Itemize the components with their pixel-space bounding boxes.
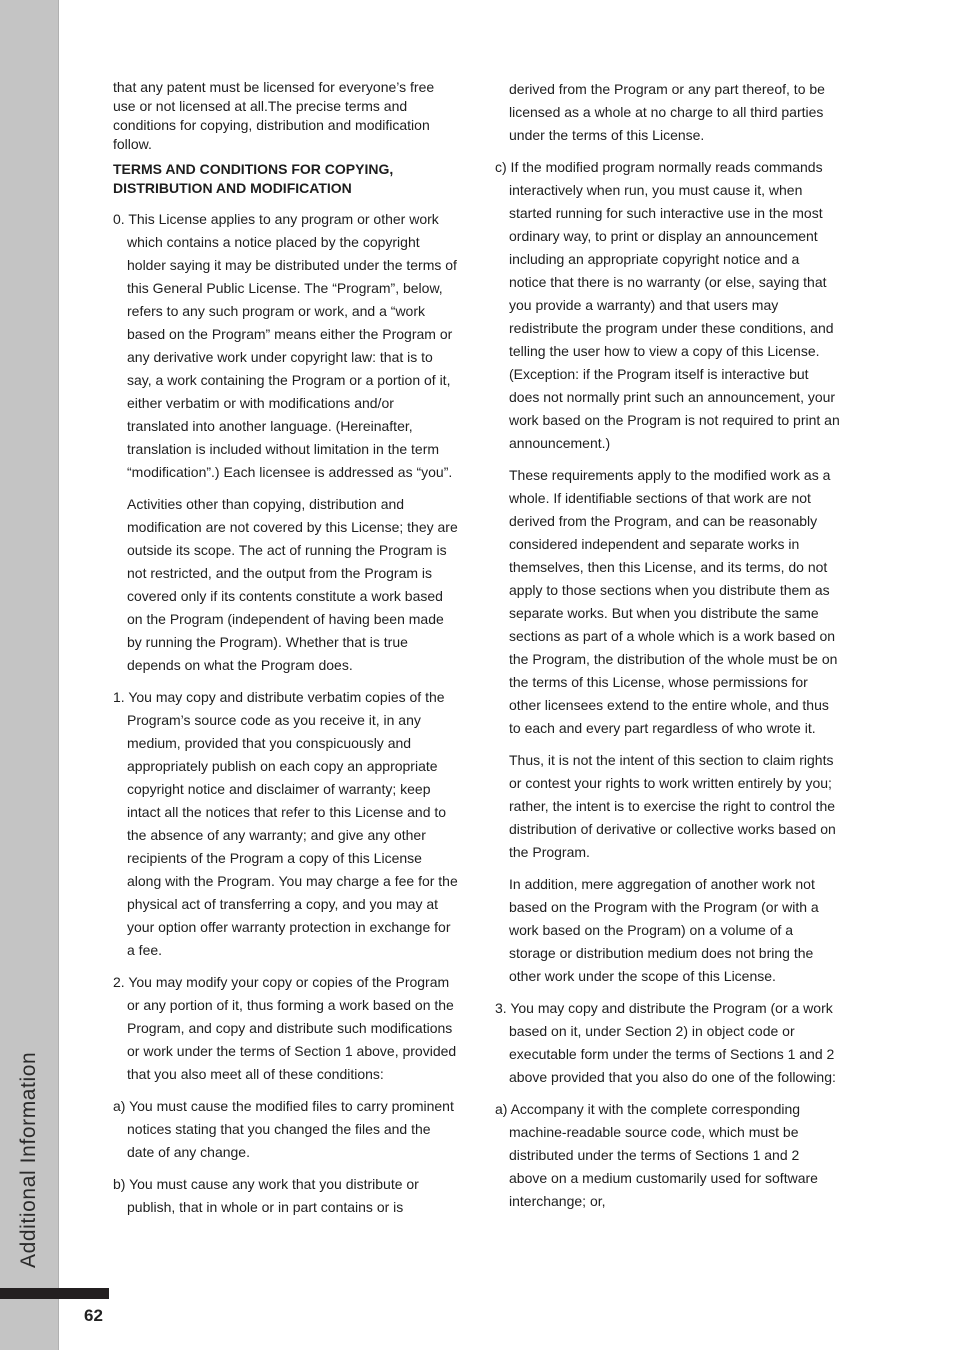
section-2a-paragraph: a) You must cause the modified files to carry prominent notices stating that you changed the files and the date of any change. [113, 1098, 454, 1160]
page-number-bar [0, 1288, 109, 1299]
section-0-paragraph: 0. This License applies to any program or other work which contains a notice placed by the copyright holder saying it may be distributed under the terms of this General Public License. The “Program”, below, refers to any such program or work, and a “work based on the Program” means either the Program or any derivative work under copyright law: that is to say, a work containing the Program or a portion of it, either verbatim or with modifications and/or translated into another language. (Hereinafter, translation is included without limitation in the term “modification”.) Each licensee is addressed as “you”. [113, 211, 457, 480]
aggregation-paragraph: In addition, mere aggregation of another work not based on the Program with the Program (or with a work based on the Program) on a volume of a storage or distribution medium does not bring the other work under the scope of this License. [509, 876, 819, 984]
intent-paragraph: Thus, it is not the intent of this section to claim rights or contest your rights to work written entirely by you; rather, the intent is to exercise the right to control the distribution of derivative or collective works based on the Program. [509, 752, 836, 860]
right-column [495, 78, 840, 1222]
page-number: 62 [84, 1306, 103, 1325]
section-3a-paragraph: a) Accompany it with the complete corresponding machine-readable source code, which must be distributed under the terms of Sections 1 and 2 above on a medium customarily used for software interchange; or, [495, 1101, 818, 1209]
sidebar-band [0, 0, 59, 1350]
section-2b-continued-paragraph: derived from the Program or any part thereof, to be licensed as a whole at no charge to all third parties under the terms of this License. [509, 81, 825, 143]
section-3-paragraph: 3. You may copy and distribute the Program (or a work based on it, under Section 2) in object code or executable form under the terms of Sections 1 and 2 above provided that you also do one of the following: [495, 1000, 836, 1085]
section-1-paragraph: 1. You may copy and distribute verbatim copies of the Program’s source code as you receive it, in any medium, provided that you conspicuously and appropriately publish on each copy an appropriate copyright notice and disclaimer of warranty; keep intact all the notices that refer to this License and to the absence of any warranty; and give any other recipients of the Program a copy of this License along with the Program. You may charge a fee for the physical act of transferring a copy, and you may at your option offer warranty protection in exchange for a fee. [113, 689, 458, 958]
terms-heading: TERMS AND CONDITIONS FOR COPYING, DISTRIBUTION AND MODIFICATION [113, 161, 394, 196]
requirements-paragraph: These requirements apply to the modified work as a whole. If identifiable sections of that work are not derived from the Program, and can be reasonably considered independent and separate works in themselves, then this License, and its terms, do not apply to those sections when you distribute them as separate works. But when you distribute the same sections as part of a whole which is a work based on the Program, the distribution of the whole must be on the terms of this License, whose permissions for other licensees extend to the entire whole, and thus to each and every part regardless of who wrote it. [509, 467, 838, 736]
section-2-paragraph: 2. You may modify your copy or copies of the Program or any portion of it, thus forming a work based on the Program, and copy and distribute such modifications or work under the terms of Section 1 above, provided that you also meet all of these conditions: [113, 974, 457, 1082]
intro-paragraph: that any patent must be licensed for everyone’s free use or not licensed at all.The precise terms and conditions for copying, distribution and modification follow. [113, 79, 435, 152]
section-2b-paragraph: b) You must cause any work that you distribute or publish, that in whole or in part contains or is [113, 1176, 419, 1215]
section-0-activities-paragraph: Activities other than copying, distribution and modification are not covered by this License; they are outside its scope. The act of running the Program is not restricted, and the output from the Program is covered only if its contents constitute a work based on the Program (independent of having been made by running the Program). Whether that is true depends on what the Program does. [127, 496, 458, 673]
section-title: Additional Information [17, 1051, 40, 1268]
left-column [113, 78, 459, 1228]
section-2c-paragraph: c) If the modified program normally reads commands interactively when run, you must cause it, when started running for such interactive use in the most ordinary way, to print or display an announcement including an appropriate copyright notice and a notice that there is no warranty (or else, saying that you provide a warranty) and that users may redistribute the program under these conditions, and telling the user how to view a copy of this License. (Exception: if the Program itself is interactive but does not normally print such an announcement, your work based on the Program is not required to print an announcement.) [495, 159, 840, 451]
